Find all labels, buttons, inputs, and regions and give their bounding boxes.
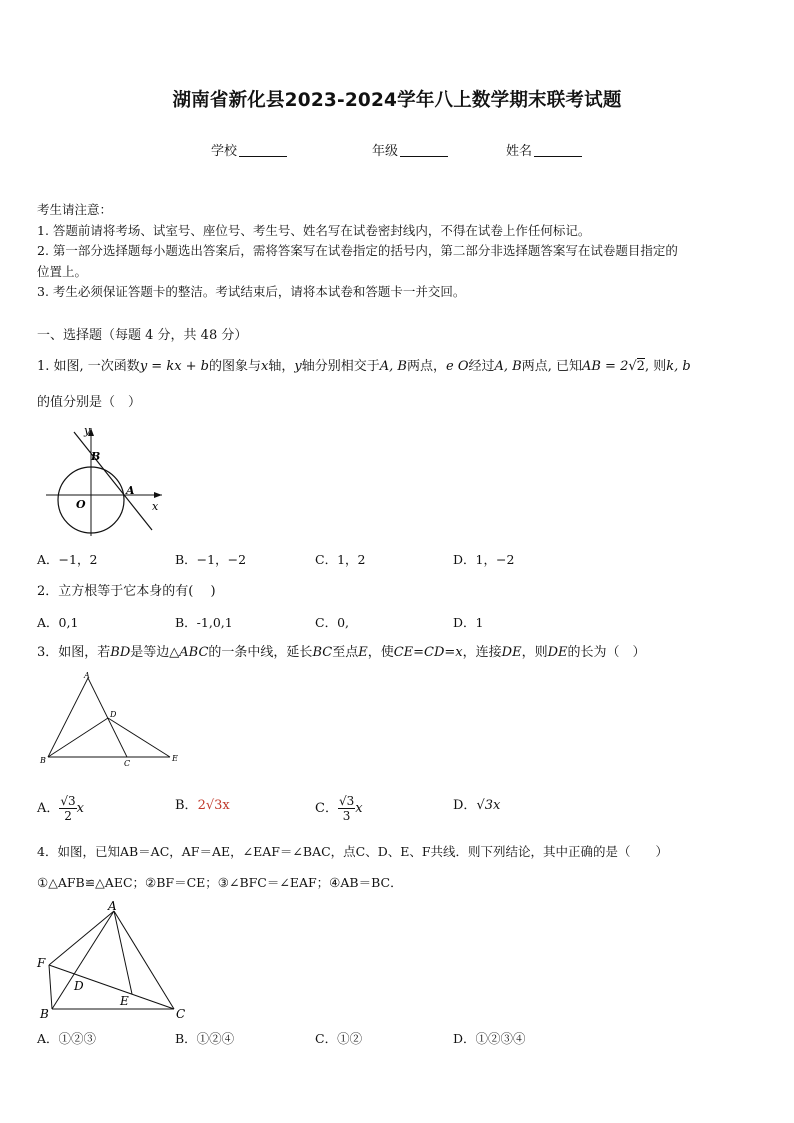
- question-4-options: [37, 1029, 757, 1051]
- option-c[interactable]: C．①②: [315, 1031, 363, 1046]
- option-a[interactable]: A． $\frac{√3}{2}$ x: [37, 794, 85, 823]
- option-a[interactable]: A．−1，2: [37, 552, 98, 567]
- question-1-options: [37, 550, 757, 572]
- option-a[interactable]: A．0,1: [37, 615, 79, 630]
- q1-figure: [40, 424, 170, 539]
- label-a: A: [84, 671, 90, 680]
- question-2-options: [37, 613, 757, 635]
- question-4-text: 4．如图，已知AB＝AC，AF＝AE，∠EAF＝∠BAC，点C、D、E、F共线．则下列结论，其中正确的是（ ）: [37, 844, 669, 859]
- option-c[interactable]: C． $\frac{√3}{3}$ x: [315, 794, 363, 823]
- option-c[interactable]: C．0,: [315, 615, 349, 630]
- option-d[interactable]: D．√3x: [453, 798, 501, 813]
- option-c[interactable]: C．1，2: [315, 552, 366, 567]
- question-1-line2: 的值分别是（ ）: [37, 395, 142, 410]
- label-c: C: [176, 1007, 186, 1021]
- notice-item: 2. 第一部分选择题每小题选出答案后，需将答案写在试卷指定的括号内，第二部分非选择题答案写在试卷题目指定的: [37, 243, 678, 258]
- option-b[interactable]: B．2√3x: [175, 798, 230, 813]
- label-b: B: [40, 1007, 49, 1021]
- label-b: B: [91, 450, 101, 463]
- page-title: 湖南省新化县2023-2024学年八上数学期末联考试题: [172, 90, 622, 111]
- notice-item: 1. 答题前请将考场、试室号、座位号、考生号、姓名写在试卷密封线内，不得在试卷上作任何标记。: [37, 222, 591, 238]
- option-b[interactable]: B．-1,0,1: [175, 615, 233, 630]
- label-a: A: [108, 899, 117, 913]
- label-e: E: [172, 754, 178, 763]
- label-d: D: [74, 979, 84, 993]
- label-x: x: [152, 500, 159, 513]
- exam-notice: [37, 200, 767, 303]
- label-c: C: [124, 759, 131, 768]
- option-d[interactable]: D．①②③④: [453, 1031, 526, 1046]
- notice-item: 位置上。: [37, 263, 88, 279]
- option-d[interactable]: D．1: [453, 615, 484, 630]
- sqrt-symbol: √: [628, 359, 637, 374]
- notice-heading: 考生请注意：: [37, 202, 113, 217]
- option-b[interactable]: B．①②④: [175, 1031, 235, 1046]
- label-e: E: [120, 994, 129, 1008]
- grade-field: 年级: [372, 140, 448, 159]
- option-a[interactable]: A．①②③: [37, 1031, 97, 1046]
- question-4-line2: ①△AFB≌△AEC；②BF＝CE；③∠BFC＝∠EAF；④AB＝BC．: [37, 875, 403, 890]
- q3-figure: [38, 670, 183, 770]
- name-field: 姓名: [506, 140, 582, 159]
- label-d: D: [110, 710, 117, 719]
- section-title: 一、选择题（每题 4 分，共 48 分）: [37, 328, 248, 343]
- option-b[interactable]: B．−1，−2: [175, 552, 247, 567]
- option-d[interactable]: D．1，−2: [453, 552, 515, 567]
- label-b: B: [40, 756, 46, 765]
- label-f: F: [37, 956, 46, 970]
- label-a: A: [126, 484, 135, 497]
- label-y: y: [84, 424, 91, 437]
- question-3-text: 3．如图，若BD是等边△ABC的一条中线，延长BC至点E，使CE=CD=x，连接DE，则DE的长为（ ）: [37, 645, 646, 660]
- label-o: O: [76, 498, 86, 511]
- notice-item: 3. 考生必须保证答题卡的整洁。考试结束后，请将本试卷和答题卡一并交回。: [37, 284, 466, 299]
- q4-figure: [34, 898, 194, 1023]
- question-3-options: [37, 786, 757, 826]
- school-field: 学校: [211, 140, 287, 159]
- question-2-text: 2．立方根等于它本身的有( ): [37, 584, 216, 599]
- question-1-text: 1. 如图, 一次函数y = kx + b的图象与x轴，y轴分别相交于A, B两点，e O经过A, B两点, 已知AB = 2√2, 则k, b: [37, 359, 691, 374]
